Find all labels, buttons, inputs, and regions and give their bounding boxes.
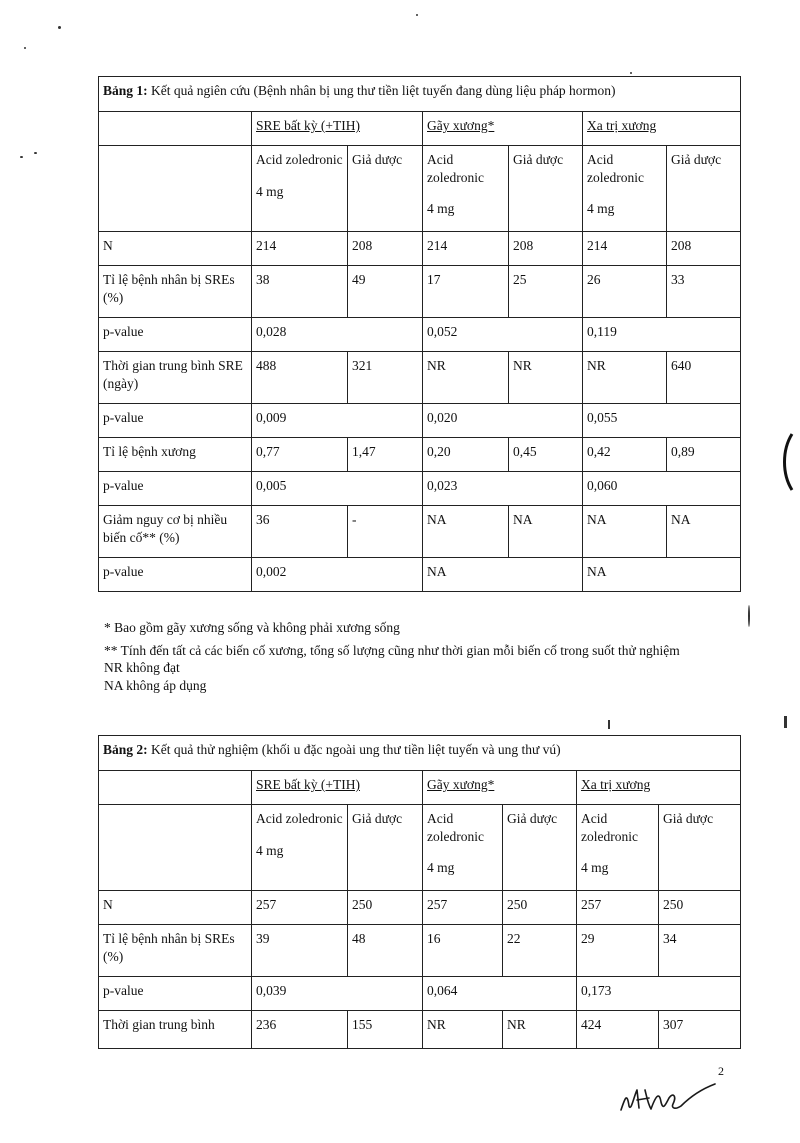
table-cell: 257 — [252, 891, 348, 925]
empty-header-cell — [99, 112, 252, 146]
table-row — [99, 404, 741, 438]
table-cell: 39 — [252, 925, 348, 977]
drug-header — [423, 805, 503, 891]
merged-cell: 0,064 — [423, 977, 577, 1011]
table-row — [99, 891, 741, 925]
row-label: Thời gian trung bình — [99, 1011, 252, 1049]
table-cell: 307 — [659, 1011, 741, 1049]
table-cell: 321 — [348, 352, 423, 404]
table-cell: 34 — [659, 925, 741, 977]
group-header — [423, 112, 583, 146]
table-cell: NR — [583, 352, 667, 404]
footnote-nr: NR không đạt — [104, 660, 180, 676]
drug-dose: 4 mg — [256, 842, 284, 858]
placebo-header: Giả dược — [348, 805, 423, 891]
table-cell: 250 — [503, 891, 577, 925]
table-cell: 214 — [583, 232, 667, 266]
table-cell: NA — [423, 506, 509, 558]
table-cell: 208 — [509, 232, 583, 266]
table-cell: 16 — [423, 925, 503, 977]
scan-speck — [748, 605, 750, 627]
table-cell: 214 — [423, 232, 509, 266]
footnote-na: NA không áp dụng — [104, 677, 207, 693]
scan-speck — [34, 152, 37, 154]
merged-cell: 0,060 — [583, 472, 741, 506]
group-header-label: SRE bất kỳ (+TIH) — [256, 777, 360, 792]
table-cell: 0,89 — [667, 438, 741, 472]
table-cell: NA — [583, 506, 667, 558]
drug-dose: 4 mg — [427, 201, 455, 217]
scan-speck — [630, 72, 632, 74]
merged-cell: 0,002 — [252, 558, 423, 592]
table-row — [99, 232, 741, 266]
group-header-row — [99, 771, 741, 805]
table-cell: - — [348, 506, 423, 558]
table-cell: 236 — [252, 1011, 348, 1049]
table-cell: NR — [423, 352, 509, 404]
table-row — [99, 438, 741, 472]
footnote-2: ** Tính đến tất cả các biến cố xương, tổng số lượng cũng như thời gian mỗi biến cố trong suốt thử nghiệm — [104, 642, 680, 658]
row-label: p-value — [99, 318, 252, 352]
table-cell: NA — [509, 506, 583, 558]
table-cell: 1,47 — [348, 438, 423, 472]
table-cell: 257 — [423, 891, 503, 925]
group-header-row — [99, 112, 741, 146]
empty-header-cell — [99, 771, 252, 805]
page-number: 2 — [718, 1064, 724, 1078]
merged-cell: 0,173 — [577, 977, 741, 1011]
table-cell: 208 — [348, 232, 423, 266]
table-cell: NA — [667, 506, 741, 558]
handwritten-signature — [615, 1076, 720, 1118]
scan-speck — [24, 47, 26, 49]
group-header-label: Gãy xương* — [427, 777, 495, 792]
placebo-header: Giả dược — [503, 805, 577, 891]
caption-label: Bảng 2: — [103, 742, 148, 757]
table-row — [99, 558, 741, 592]
group-header — [252, 771, 423, 805]
merged-cell: 0,028 — [252, 318, 423, 352]
table-cell: NR — [509, 352, 583, 404]
drug-name: Acid zoledronic — [427, 811, 484, 844]
drug-header — [583, 146, 667, 232]
row-label: Tỉ lệ bệnh xương — [99, 438, 252, 472]
table-cell: 36 — [252, 506, 348, 558]
group-header — [577, 771, 741, 805]
table-cell: 0,45 — [509, 438, 583, 472]
row-label: Tỉ lệ bệnh nhân bị SREs (%) — [99, 266, 252, 318]
merged-cell: 0,005 — [252, 472, 423, 506]
footnote-1: * Bao gồm gãy xương sống và không phải xương sống — [104, 620, 400, 635]
merged-cell: NA — [423, 558, 583, 592]
table-cell: 26 — [583, 266, 667, 318]
edge-mark — [780, 432, 796, 492]
table-row — [99, 266, 741, 318]
drug-name: Acid zoledronic — [581, 811, 638, 844]
drug-header — [252, 805, 348, 891]
drug-name: Acid zoledronic — [427, 152, 484, 185]
table-cell: NR — [503, 1011, 577, 1049]
table-row — [99, 352, 741, 404]
results-table-2 — [98, 735, 741, 1049]
table-cell: 38 — [252, 266, 348, 318]
table-row — [99, 1011, 741, 1049]
table-cell: 48 — [348, 925, 423, 977]
results-table-1 — [98, 76, 741, 592]
empty-header-cell — [99, 146, 252, 232]
row-label: N — [99, 891, 252, 925]
table-row — [99, 925, 741, 977]
table-cell: 250 — [659, 891, 741, 925]
table-cell: 424 — [577, 1011, 659, 1049]
drug-header — [252, 146, 348, 232]
placebo-header: Giả dược — [667, 146, 741, 232]
group-header-label: Gãy xương* — [427, 118, 495, 133]
table-caption — [99, 736, 741, 771]
group-header — [583, 112, 741, 146]
table-cell: 250 — [348, 891, 423, 925]
group-header-label: Xa trị xương — [587, 118, 657, 133]
table-cell: 0,20 — [423, 438, 509, 472]
row-label: p-value — [99, 977, 252, 1011]
row-label: Tỉ lệ bệnh nhân bị SREs (%) — [99, 925, 252, 977]
group-header-label: SRE bất kỳ (+TIH) — [256, 118, 360, 133]
placebo-header: Giả dược — [659, 805, 741, 891]
row-label: p-value — [99, 472, 252, 506]
drug-name: Acid zoledronic — [587, 152, 644, 185]
row-label: N — [99, 232, 252, 266]
table-cell: 257 — [577, 891, 659, 925]
caption-row — [99, 77, 741, 112]
table-cell: 17 — [423, 266, 509, 318]
placebo-header: Giả dược — [509, 146, 583, 232]
caption-text: Kết quả ngiên cứu (Bệnh nhân bị ung thư tiền liệt tuyến đang dùng liệu pháp hormon) — [147, 83, 616, 98]
row-label: Giảm nguy cơ bị nhiều biến cố** (%) — [99, 506, 252, 558]
table-cell: 25 — [509, 266, 583, 318]
table-cell: 33 — [667, 266, 741, 318]
scan-speck — [416, 14, 418, 16]
drug-dose: 4 mg — [587, 201, 615, 217]
empty-header-cell — [99, 805, 252, 891]
scan-speck — [784, 716, 787, 728]
table-row — [99, 977, 741, 1011]
caption-row — [99, 736, 741, 771]
drug-dose: 4 mg — [256, 183, 284, 199]
table-caption — [99, 77, 741, 112]
table-cell: 640 — [667, 352, 741, 404]
merged-cell: 0,020 — [423, 404, 583, 438]
scan-speck — [20, 156, 23, 158]
table-cell: 155 — [348, 1011, 423, 1049]
merged-cell: 0,009 — [252, 404, 423, 438]
group-header — [252, 112, 423, 146]
treatment-header-row — [99, 146, 741, 232]
drug-header — [423, 146, 509, 232]
row-label: Thời gian trung bình SRE (ngày) — [99, 352, 252, 404]
table-cell: 29 — [577, 925, 659, 977]
table-cell: 0,77 — [252, 438, 348, 472]
table-cell: NR — [423, 1011, 503, 1049]
table-cell: 49 — [348, 266, 423, 318]
table-row — [99, 318, 741, 352]
merged-cell: 0,023 — [423, 472, 583, 506]
footnotes — [104, 619, 744, 694]
table-row — [99, 472, 741, 506]
drug-header — [577, 805, 659, 891]
table-cell: 22 — [503, 925, 577, 977]
merged-cell: 0,039 — [252, 977, 423, 1011]
scan-speck — [58, 26, 61, 29]
row-label: p-value — [99, 558, 252, 592]
table-row — [99, 506, 741, 558]
merged-cell: 0,052 — [423, 318, 583, 352]
table-cell: 488 — [252, 352, 348, 404]
caption-text: Kết quả thử nghiệm (khối u đặc ngoài ung thư tiền liệt tuyến và ung thư vú) — [147, 742, 561, 757]
table-cell: 0,42 — [583, 438, 667, 472]
drug-dose: 4 mg — [427, 860, 455, 876]
group-header-label: Xa trị xương — [581, 777, 651, 792]
merged-cell: 0,119 — [583, 318, 741, 352]
drug-dose: 4 mg — [581, 860, 609, 876]
drug-name: Acid zoledronic — [256, 811, 343, 826]
merged-cell: 0,055 — [583, 404, 741, 438]
table-cell: 208 — [667, 232, 741, 266]
group-header — [423, 771, 577, 805]
treatment-header-row — [99, 805, 741, 891]
row-label: p-value — [99, 404, 252, 438]
scan-speck — [608, 720, 610, 729]
drug-name: Acid zoledronic — [256, 152, 343, 167]
merged-cell: NA — [583, 558, 741, 592]
table-cell: 214 — [252, 232, 348, 266]
placebo-header: Giả dược — [348, 146, 423, 232]
caption-label: Bảng 1: — [103, 83, 148, 98]
